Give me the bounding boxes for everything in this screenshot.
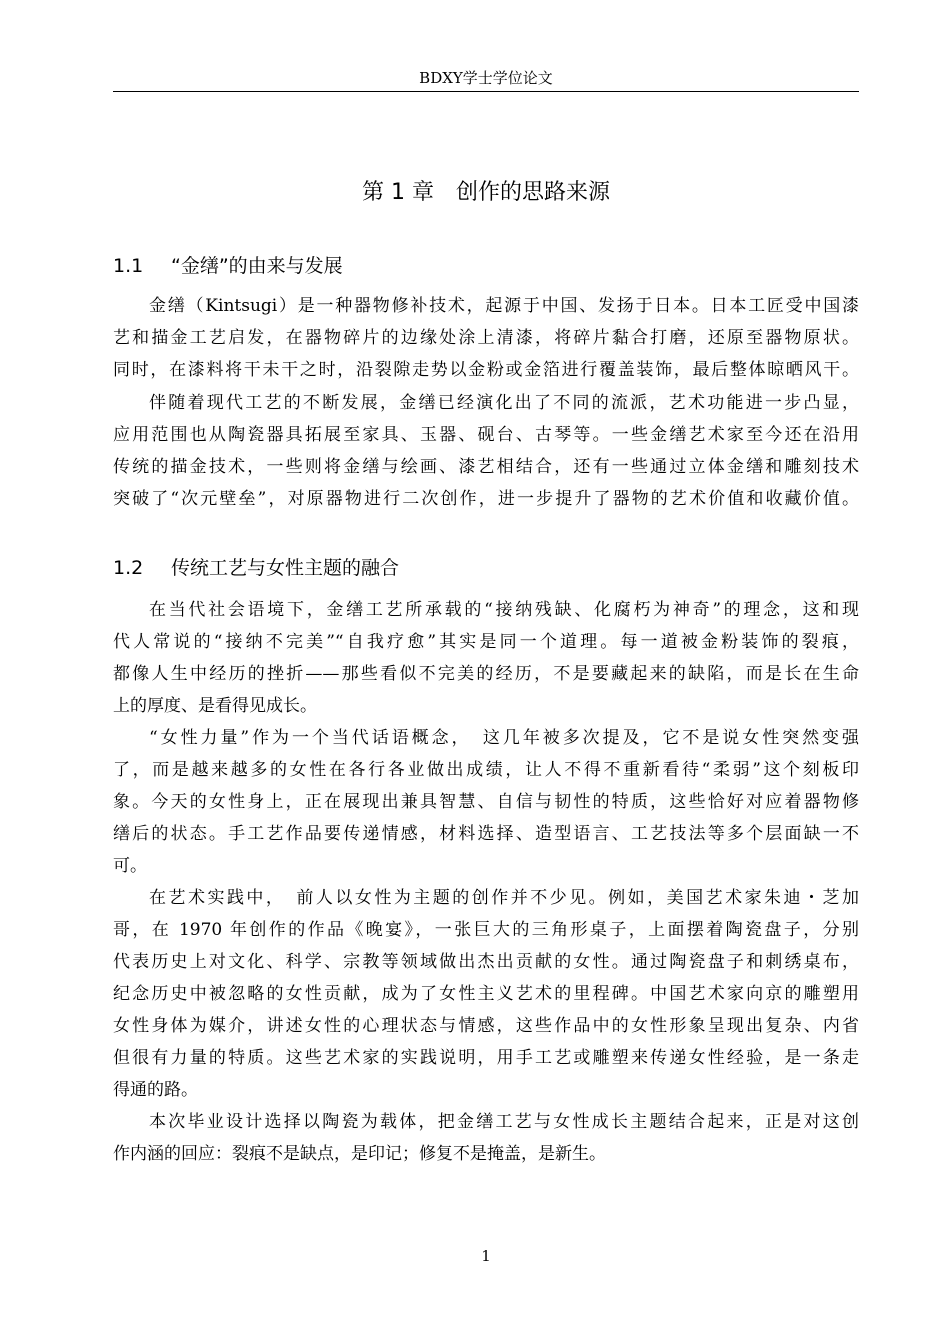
paragraph-1-2-a (113, 594, 859, 722)
paragraph-line: 上的厚度、是看得见成长。 (113, 696, 317, 716)
paragraph-line: 但很有力量的特质。这些艺术家的实践说明，用手工艺或雕塑来传递女性经验，是一条走 (113, 1048, 859, 1068)
paragraph-1-1-b (113, 387, 859, 515)
page-number: 1 (481, 1247, 491, 1265)
paragraph-line: 在艺术实践中， 前人以女性为主题的创作并不少见。例如，美国艺术家朱迪・芝加 (149, 888, 859, 908)
paragraph-line: 代表历史上对文化、科学、宗教等领域做出杰出贡献的女性。通过陶瓷盘子和刺绣桌布， (113, 952, 859, 972)
paragraph-line: 纪念历史中被忽略的女性贡献，成为了女性主义艺术的里程碑。中国艺术家向京的雕塑用 (113, 984, 859, 1004)
paragraph-line: 代人常说的“接纳不完美”“自我疗愈”其实是同一个道理。每一道被金粉装饰的裂痕， (113, 632, 859, 652)
paragraph-line: 本次毕业设计选择以陶瓷为载体，把金缮工艺与女性成长主题结合起来，正是对这创 (149, 1112, 859, 1132)
paragraph-line: 象。今天的女性身上，正在展现出兼具智慧、自信与韧性的特质，这些恰好对应着器物修 (113, 792, 859, 812)
section-number: 1.1 (113, 255, 144, 277)
paragraph-line: 艺和描金工艺启发，在器物碎片的边缘处涂上清漆，将碎片黏合打磨，还原至器物原状。 (113, 328, 859, 348)
paragraph-line: 都像人生中经历的挫折——那些看似不完美的经历，不是要藏起来的缺陷，而是长在生命 (113, 664, 859, 684)
paragraph-line: 同时，在漆料将干未干之时，沿裂隙走势以金粉或金箔进行覆盖装饰，最后整体晾晒风干。 (113, 360, 859, 380)
section-title: 传统工艺与女性主题的融合 (171, 557, 400, 579)
section-number: 1.2 (113, 557, 144, 579)
paragraph-1-2-c (113, 882, 859, 1106)
header-divider (113, 91, 859, 92)
paragraph-line: 得通的路。 (113, 1080, 198, 1100)
paragraph-line: 女性身体为媒介，讲述女性的心理状态与情感，这些作品中的女性形象呈现出复杂、内省 (113, 1016, 859, 1036)
chapter-title: 第 1 章 创作的思路来源 (362, 180, 610, 205)
paragraph-line: 可。 (113, 856, 147, 876)
paragraph-line: 在当代社会语境下，金缮工艺所承载的“接纳残缺、化腐朽为神奇”的理念，这和现 (149, 600, 859, 620)
section-heading-1-1 (113, 251, 859, 281)
paragraph-line: “女性力量”作为一个当代话语概念， 这几年被多次提及，它不是说女性突然变强 (149, 728, 859, 748)
paragraph-line: 了，而是越来越多的女性在各行各业做出成绩，让人不得不重新看待“柔弱”这个刻板印 (113, 760, 859, 780)
paragraph-line: 伴随着现代工艺的不断发展，金缮已经演化出了不同的流派，艺术功能进一步凸显， (149, 393, 859, 413)
paragraph-line: 哥，在 1970 年创作的作品《晚宴》，一张巨大的三角形桌子，上面摆着陶瓷盘子，分别 (113, 920, 859, 940)
paragraph-line: 作内涵的回应：裂痕不是缺点，是印记；修复不是掩盖，是新生。 (113, 1144, 606, 1164)
paragraph-1-1-a (113, 290, 859, 386)
section-title: “金缮”的由来与发展 (171, 255, 343, 277)
paragraph-1-2-b (113, 722, 859, 882)
running-header: BDXY学士学位论文 (419, 69, 553, 87)
paragraph-line: 传统的描金技术，一些则将金缮与绘画、漆艺相结合，还有一些通过立体金缮和雕刻技术 (113, 457, 859, 477)
paragraph-line: 突破了“次元壁垒”，对原器物进行二次创作，进一步提升了器物的艺术价值和收藏价值。 (113, 489, 859, 509)
section-heading-1-2 (113, 553, 859, 583)
paragraph-line: 金缮（Kintsugi）是一种器物修补技术，起源于中国、发扬于日本。日本工匠受中国漆 (149, 296, 859, 316)
paragraph-line: 缮后的状态。手工艺作品要传递情感，材料选择、造型语言、工艺技法等多个层面缺一不 (113, 824, 859, 844)
paragraph-line: 应用范围也从陶瓷器具拓展至家具、玉器、砚台、古琴等。一些金缮艺术家至今还在沿用 (113, 425, 859, 445)
paragraph-1-2-d (113, 1106, 859, 1170)
